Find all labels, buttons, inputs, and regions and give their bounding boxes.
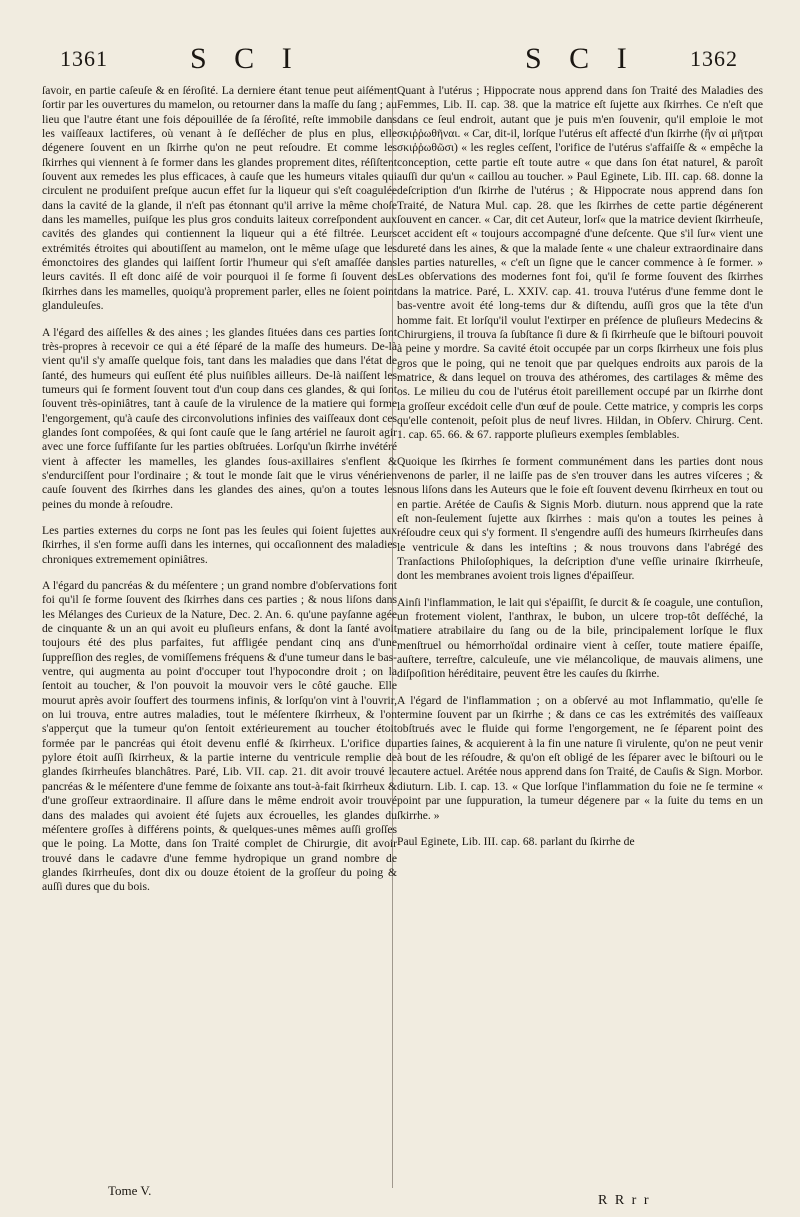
right-title-text: S C I bbox=[525, 42, 637, 75]
right-paragraph-5: Paul Eginete, Lib. III. cap. 68. parlant du ſkirrhe de bbox=[397, 834, 635, 848]
left-page-number bbox=[60, 46, 108, 86]
right-paragraph-4: A l'égard de l'inflammation ; on a obſervé au mot Inflammatio, qu'elle ſe termine ſouvent par un ſkirrhe ; & dans ce cas les extrémités des vaiſſeaux obſtrués avec le fluide qui forme l'engorgement, ne ſe ſéparent point des parties ſaines, & acquierent à la fin une nature ſi virulente, qu'on ne peut venir à bout de les réſoudre, & qu'on eſt obligé de les ſéparer avec le biſtouri ou le cautere actuel. Arétée nous apprend dans ſon Traité, de Cauſis & Sign. Morbor. diuturn. Lib. I. cap. 13. « Que lorſque l'inflammation du foie ne ſe termine « point par une ſuppuration, la tumeur dégenere par « la ſuite du tems en un ſkirrhe. » bbox=[397, 693, 763, 822]
left-title-text: S C I bbox=[190, 42, 302, 75]
left-paragraph-4: A l'égard du pancréas & du méſentere ; un grand nombre d'obſervations font foi qu'il ſe forme ſouvent des ſkirrhes dans ces parties ; & nous liſons dans les Mélanges des Curieux de la Nature, Dec. 2. An. 6. qu'une payſanne agée de cinquante & un an qui avoit eu pluſieurs enfans, & dont la ſanté avoit toujours été des plus parfaites, fut affligée pendant cinq ans d'une ſuppreſſion des regles, de vomiſſemens fréquens & d'une tumeur dans le bas-ventre, qui augmenta au point d'occuper tout l'hypocondre droit ; on la ſentoit au toucher, & l'on pouvoit la mouvoir vers le côté gauche. Elle mourut après avoir ſouffert des tourmens infinis, & lorſqu'on vint à l'ouvrir, on lui trouva, entre autres maladies, tout le méſentere ſkirrheux, & l'on s'apperçut que la tumeur qu'on ſentoit extérieurement au toucher étoit formée par le pancréas qui étoit devenu enflé & ſkirrheux. L'orifice du pylore étoit auſſi ſkirrheux, & la partie interne du ventricule remplie de glandes ſkirrheuſes blanchâtres. Paré, Lib. VII. cap. 21. dit avoir trouvé le pancréas & le méſentere d'une femme de ſoixante ans tout-à-fait ſkirrheux & d'une groſſeur extraordinaire. Il aſſure dans le même endroit avoir trouvé dans des malades qui avoient été ſujets aux écrouelles, les glandes du méſentere groſſes à différens points, & quelques-unes mêmes auſſi groſſes que le poing. La Motte, dans ſon Traité complet de Chirurgie, dit avoir trouvé dans le cadavre d'une femme hydropique un grand nombre de glandes ſkirrheuſes, dont dix ou douze étoient de la groſſeur du poing & auſſi dures que du bois. bbox=[42, 579, 397, 894]
left-paragraph-2: A l'égard des aiſſelles & des aines ; les glandes ſituées dans ces parties ſont très-propres à recevoir ce qui a été ſéparé de la maſſe des humeurs. De-là vient qu'il s'y amaſſe quelque fois, tant dans les maladies que dans l'état de ſanté, des humeurs qui euſſent été plus nuiſibles ailleurs. De-là naiſſent les tumeurs qui ſe forment ſouvent tout d'un coup dans ces glandes, & qui ſont ſouvent très-opiniâtres, tant à cauſe de la virulence de la matiere qui forme l'engorgement, qu'à cauſe des circonvolutions infinies des vaiſſeaux dont ces glandes ſont compoſées, & qui ſont cauſe que le ſang artériel ne ſauroit agir avec une force ſuffiſante ſur les parties obſtruées. Lorſqu'un ſkirrhe invétéré vient à affecter les mamelles, les glandes ſous-axillaires s'enflent & s'endurciſſent pour l'ordinaire ; & tout le monde ſait que le virus vénérien cauſe ſouvent des ſkirrhes dans les glandes des aines, qu'on a toutes les peines du monde à reſoudre. bbox=[42, 325, 397, 511]
left-column bbox=[42, 84, 397, 907]
left-page-number-text: 1361 bbox=[60, 46, 108, 71]
left-paragraph-3: Les parties externes du corps ne ſont pas les ſeules qui ſoient ſujettes aux ſkirrhes, il s'en forme auſſi dans les internes, qui occaſionnent des maladies chroniques extremement opiniâtres. bbox=[42, 523, 397, 566]
right-paragraph-2: Quoique les ſkirrhes ſe forment communément dans les parties dont nous venons de parler, il ne laiſſe pas de s'en trouver dans les autres viſceres ; & nous liſons dans les Auteurs que le foie eſt ſouvent devenu ſkirrheux en tout ou en partie. Arétée de Cauſis & Signis Morb. diuturn. nous apprend que la rate eſt non-ſeulement ſujette aux ſkirrhes : mais qu'on a toutes les peines à réſoudre ceux qui s'y forment. Il s'engendre auſſi des humeurs ſkirrheuſes dans le ventricule & dans les inteſtins ; & nous trouvons dans l'abrégé des Tranſactions Philoſophiques, la deſcription d'une veſſie urinaire ſkirrheuſe, dont les membranes avoient trois lignes d'épaiſſeur. bbox=[397, 454, 763, 583]
right-paragraph-1: Quant à l'utérus ; Hippocrate nous apprend dans ſon Traité des Maladies des Femmes, Lib. II. cap. 38. que la matrice eſt ſujette aux ſkirrhes. Ce n'eſt que dans ce ſeul endroit, autant que je puis m'en ſouvenir, qu'il emploie le mot σκιῤῥωθῆναι. « Car, dit-il, lorſque l'utérus eſt affecté d'un ſkirrhe (ἢν αἱ μῆτραι σκιῤῥωθῶσι) « les regles ceſſent, l'orifice de l'utérus s'affaiſſe & « empêche la conception, cette partie eſt toute autre « que dans ſon état naturel, & paroît auſſi dur qu'un « caillou au toucher. » Paul Eginete, Lib. III. cap. 68. donne la deſcription d'un ſkirrhe de l'utérus ; & Hippocrate nous apprend dans ſon Traité, de Natura Mul. cap. 28. que les ſkirrhes de cette partie dégénerent ſouvent en cancer. « Car, dit cet Auteur, lorſ« que la matrice devient ſkirrheuſe, cet accident eſt « toujours accompagné d'une deſcente. Que s'il ſur« vient une dureté dans les aines, & que la malade ſente « une chaleur extraordinaire dans les parties naturelles, « c'eſt un ſigne que le cancer commence à ſe former. » Les obſervations des modernes font foi, qu'il ſe forme ſouvent des ſkirrhes dans la matrice. Paré, L. XXIV. cap. 41. trouva l'utérus d'une femme dont le bas-ventre avoit été long-tems dur & diſtendu, auſſi gros que la tête d'un homme fait. Et lorſqu'il voulut l'extirper en préſence de pluſieurs Medecins & Chirurgiens, il trouva ſa ſubſtance ſi dure & ſi ſkirrheuſe que le biſtouri pouvoit à peine y mordre. Sa cavité étoit occupée par un corps ſkirrheux une fois plus gros que le poing, qui ne tenoit que par quelques endroits aux parois de la matrice, & dans lequel on trouva des athéromes, des cartilages & même des os. Le milieu du cou de l'utérus étoit pareillement occupé par un ſkirrhe dont la groſſeur excédoit celle d'un œuf de poule. Cette matrice, y compris les corps qu'elle contenoit, peſoit plus de neuf livres. Hildan, in Obſerv. Chirurg. Cent. 1. cap. 65. 66. & 67. rapporte pluſieurs exemples ſemblables. bbox=[397, 84, 763, 442]
right-paragraph-3: Ainſi l'inflammation, le lait qui s'épaiſſit, ſe durcit & ſe coagule, une contuſion, un frotement violent, l'anthrax, le bubon, un ulcere trop-tôt deſſéché, la matiere atrabilaire du ſang ou de la bile, principalement lorſque le flux menſtruel ou hémorrhoïdal ordinaire vient à ceſſer, toute matiere épaiſſe, auſtere, terreſtre, calculeuſe, une vie mélancolique, de mauvais alimens, une diſpoſition héréditaire, peuvent être les cauſes du ſkirrhe. bbox=[397, 595, 763, 681]
left-running-title bbox=[190, 42, 302, 82]
right-page-number-text: 1362 bbox=[690, 46, 738, 71]
right-running-title bbox=[525, 42, 637, 82]
right-page-number bbox=[690, 46, 738, 86]
left-paragraph-1: ſavoir, en partie caſeuſe & en ſéroſité. La derniere étant tenue peut aiſément ſortir par les ouvertures du mamelon, ou retourner dans la maſſe du ſang ; au lieu que l'autre étant une fois dépouillée de ſa ſéroſité, reſte immobile dans les vaiſſeaux lactiferes, où venant à ſe deſſécher de plus en plus, elle dégenere ſouvent en un ſkirrhe qu'on ne peut reſoudre. Et comme les ſkirrhes qui viennent à ſe former dans les glandes proprement dites, réſiſtent ſouvent aux remedes les plus efficaces, à cauſe que les humeurs vitales qui circulent ne produiſent preſque aucun effet ſur la liqueur qui s'eſt coagulée dans la cavité de la glande, il n'eſt pas étonnant qu'il arrive la même choſe dans les mamelles, puiſque les plus gros conduits laiteux correſpondent aux cavités des glandes qui contiennent la liqueur qui a été filtrée. Leurs extrémités étroites qui aboutiſſent au mamelon, ont le même uſage que les émonctoires des glandes qui laiſſent ſortir l'humeur qui s'eſt amaſſée dans leurs cavités. Il eſt donc aiſé de voir pourquoi il ſe forme ſi ſouvent des ſkirrhes dans les mamelles, quoiqu'à proprement parler, elles ne ſoient point glanduleuſes. bbox=[42, 84, 397, 313]
right-column bbox=[397, 84, 763, 849]
right-footer-signature: R R r r bbox=[598, 1193, 651, 1208]
left-footer-volume: Tome V. bbox=[108, 1183, 152, 1198]
